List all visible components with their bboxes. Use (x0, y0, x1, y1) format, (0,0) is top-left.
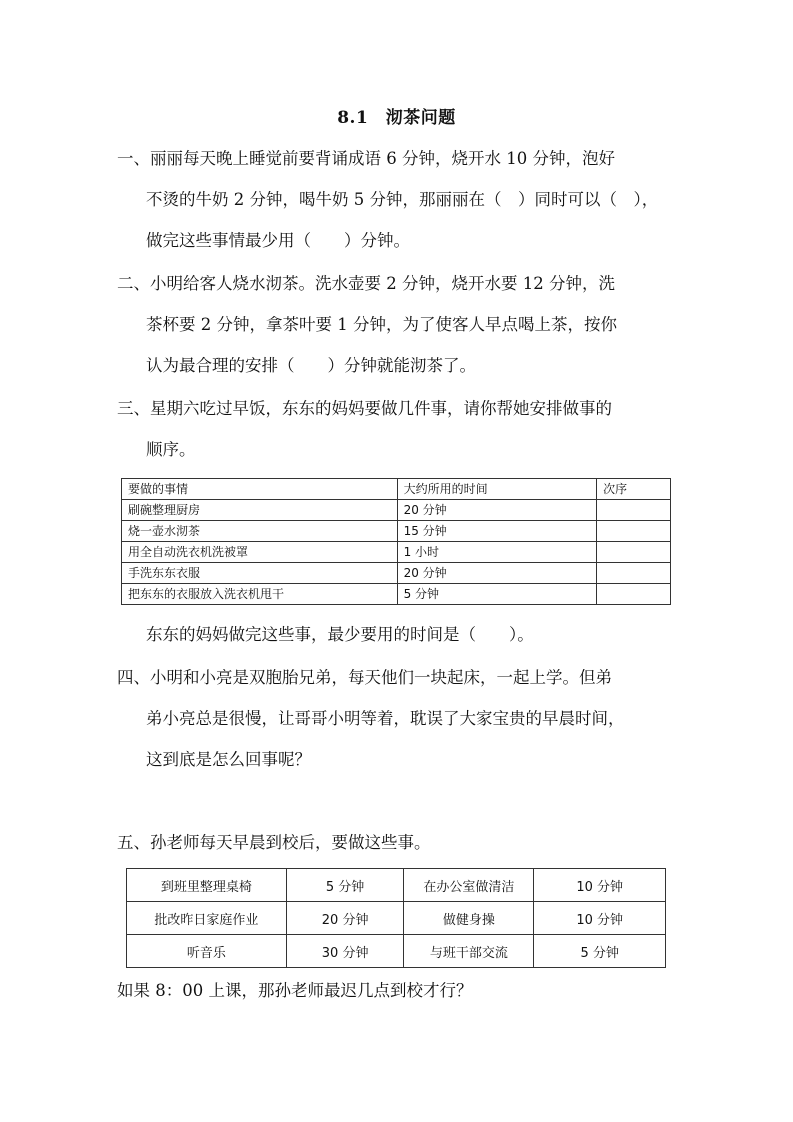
table-row (127, 935, 666, 968)
table-header-cell: 次序 (597, 479, 671, 500)
question-4 (117, 657, 687, 780)
question-3-followup (117, 614, 687, 655)
question-4-line: 弟小亮总是很慢，让哥哥小明等着，耽误了大家宝贵的早晨时间， (146, 709, 625, 728)
duration-cell: 5 分钟 (534, 935, 666, 968)
duration-cell: 5 分钟 (397, 584, 597, 605)
table-row (127, 902, 666, 935)
table-row (122, 542, 671, 563)
order-answer-cell[interactable] (597, 563, 671, 584)
question-4-line: 这到底是怎么回事呢？ (146, 750, 311, 769)
teacher-tasks-table (126, 868, 666, 968)
task-cell: 手洗东东衣服 (122, 563, 398, 584)
table-row (122, 563, 671, 584)
duration-cell: 20 分钟 (397, 563, 597, 584)
task-cell: 烧一壶水沏茶 (122, 521, 398, 542)
question-1-line: 一、丽丽每天晚上睡觉前要背诵成语 6 分钟，烧开水 10 分钟，泡好 (117, 149, 615, 168)
question-3 (117, 388, 687, 470)
question-4-line: 四、小明和小亮是双胞胎兄弟，每天他们一块起床，一起上学。但弟 (117, 668, 612, 687)
task-cell: 听音乐 (127, 935, 287, 968)
task-cell: 做健身操 (404, 902, 534, 935)
duration-cell: 20 分钟 (286, 902, 404, 935)
task-cell: 把东东的衣服放入洗衣机甩干 (122, 584, 398, 605)
question-2-line: 二、小明给客人烧水沏茶。洗水壶要 2 分钟，烧开水要 12 分钟，洗 (117, 274, 615, 293)
question-3-after: 东东的妈妈做完这些事，最少要用的时间是（ ）。 (146, 625, 534, 644)
question-3-line: 三、星期六吃过早饭，东东的妈妈要做几件事，请你帮她安排做事的 (117, 399, 612, 418)
table-header-row (122, 479, 671, 500)
question-1-line: 不烫的牛奶 2 分钟，喝牛奶 5 分钟，那丽丽在（ ）同时可以（ ）， (146, 190, 659, 209)
duration-cell: 1 小时 (397, 542, 597, 563)
question-5-intro: 五、孙老师每天早晨到校后，要做这些事。 (117, 833, 431, 852)
order-answer-cell[interactable] (597, 542, 671, 563)
table-header-cell: 大约所用的时间 (397, 479, 597, 500)
task-cell: 刷碗整理厨房 (122, 500, 398, 521)
table-row (122, 500, 671, 521)
table-row (122, 584, 671, 605)
question-1 (117, 138, 687, 261)
duration-cell: 5 分钟 (286, 869, 404, 902)
question-5-followup (117, 970, 687, 1011)
duration-cell: 15 分钟 (397, 521, 597, 542)
duration-cell: 30 分钟 (286, 935, 404, 968)
task-cell: 用全自动洗衣机洗被罩 (122, 542, 398, 563)
task-cell: 批改昨日家庭作业 (127, 902, 287, 935)
task-cell: 在办公室做清洁 (404, 869, 534, 902)
table-header-cell: 要做的事情 (122, 479, 398, 500)
chores-table (121, 478, 671, 605)
duration-cell: 20 分钟 (397, 500, 597, 521)
question-1-line: 做完这些事情最少用（ ）分钟。 (146, 231, 410, 250)
table-row (122, 521, 671, 542)
question-5-question: 如果 8：00 上课，那孙老师最迟几点到校才行？ (117, 981, 473, 1000)
question-2 (117, 263, 687, 386)
question-5 (117, 822, 687, 863)
task-cell: 与班干部交流 (404, 935, 534, 968)
table-row (127, 869, 666, 902)
duration-cell: 10 分钟 (534, 869, 666, 902)
page-title: 8.1 沏茶问题 (337, 108, 456, 128)
question-3-line: 顺序。 (146, 440, 196, 459)
order-answer-cell[interactable] (597, 521, 671, 542)
order-answer-cell[interactable] (597, 584, 671, 605)
duration-cell: 10 分钟 (534, 902, 666, 935)
question-2-line: 茶杯要 2 分钟，拿茶叶要 1 分钟，为了使客人早点喝上茶，按你 (146, 315, 617, 334)
task-cell: 到班里整理桌椅 (127, 869, 287, 902)
question-2-line: 认为最合理的安排（ ）分钟就能沏茶了。 (146, 356, 476, 375)
order-answer-cell[interactable] (597, 500, 671, 521)
